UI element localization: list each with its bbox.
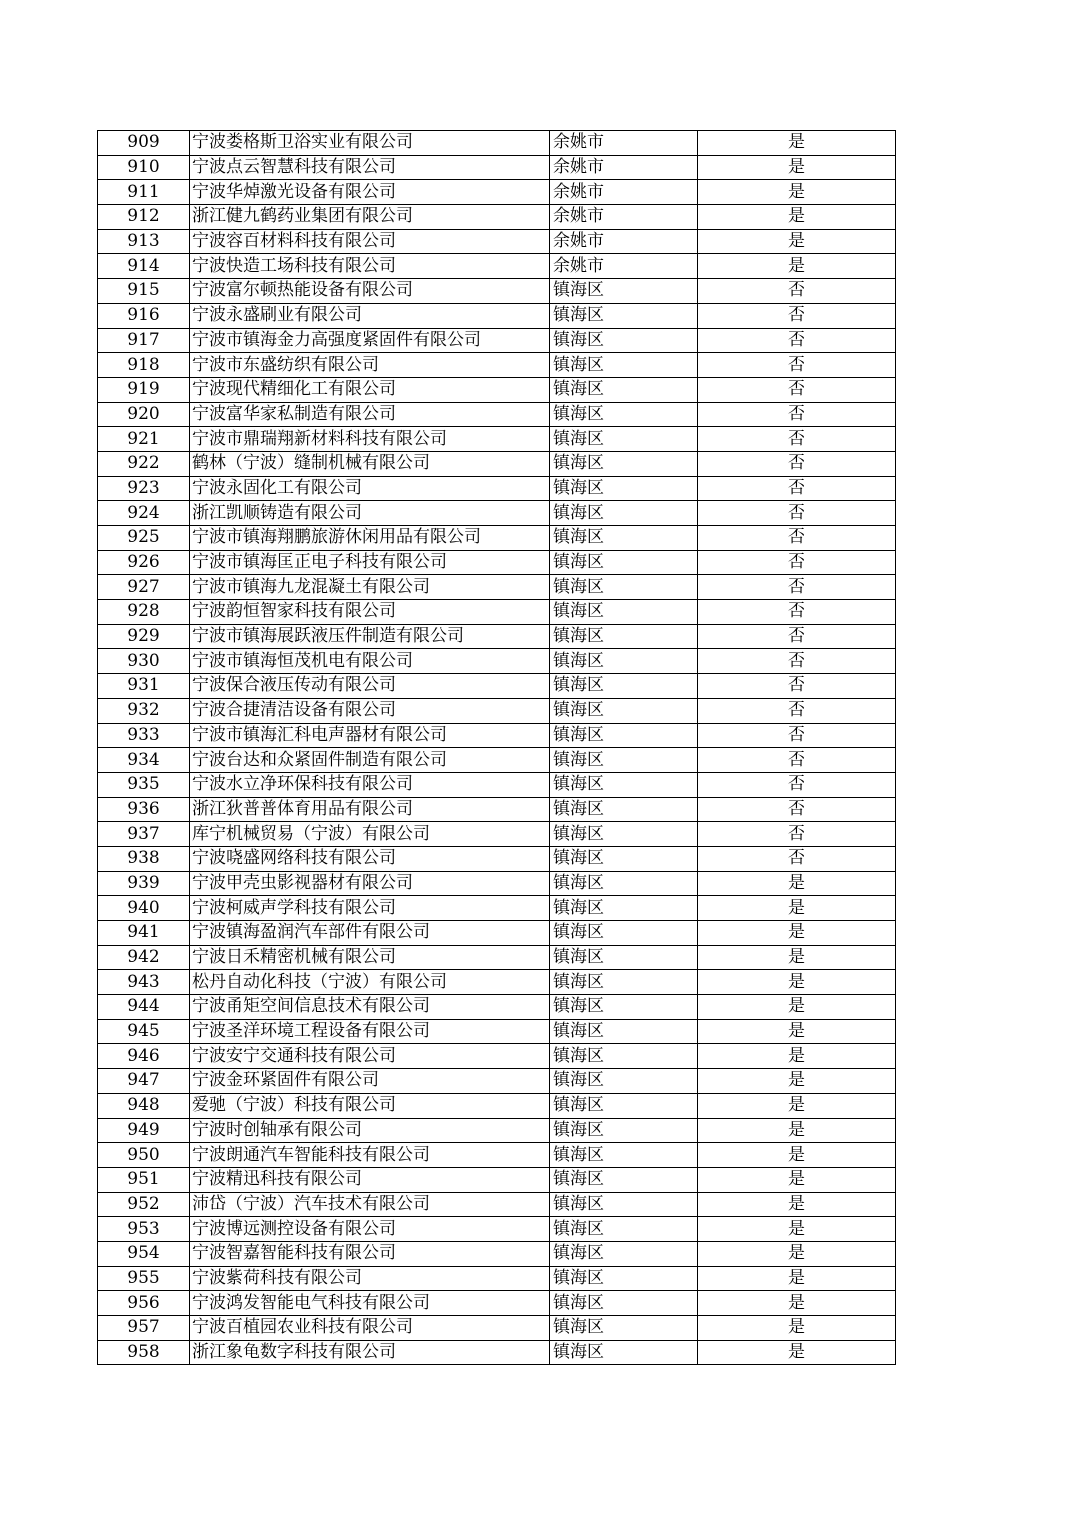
region-cell: 镇海区 (550, 427, 698, 452)
region-cell: 镇海区 (550, 674, 698, 699)
status-flag-cell: 是 (698, 1118, 896, 1143)
status-flag-cell: 是 (698, 896, 896, 921)
region-cell: 余姚市 (550, 180, 698, 205)
table-row (98, 1291, 896, 1316)
table-row (98, 1316, 896, 1341)
row-number-cell: 929 (98, 624, 190, 649)
table-row (98, 155, 896, 180)
region-cell: 镇海区 (550, 1019, 698, 1044)
row-number-cell: 918 (98, 353, 190, 378)
row-number-cell: 953 (98, 1217, 190, 1242)
company-name-cell: 宁波市东盛纺织有限公司 (190, 353, 550, 378)
row-number-cell: 934 (98, 748, 190, 773)
region-cell: 镇海区 (550, 846, 698, 871)
row-number-cell: 912 (98, 205, 190, 230)
status-flag-cell: 是 (698, 921, 896, 946)
row-number-cell: 919 (98, 377, 190, 402)
region-cell: 镇海区 (550, 1118, 698, 1143)
table-row (98, 377, 896, 402)
company-name-cell: 宁波富尔顿热能设备有限公司 (190, 279, 550, 304)
table-row (98, 772, 896, 797)
company-name-cell: 宁波韵恒智家科技有限公司 (190, 600, 550, 625)
status-flag-cell: 否 (698, 846, 896, 871)
status-flag-cell: 是 (698, 1340, 896, 1365)
company-name-cell: 宁波镇海盈润汽车部件有限公司 (190, 921, 550, 946)
table-row (98, 1340, 896, 1365)
row-number-cell: 958 (98, 1340, 190, 1365)
company-name-cell: 宁波永固化工有限公司 (190, 476, 550, 501)
row-number-cell: 951 (98, 1167, 190, 1192)
table-row (98, 1167, 896, 1192)
region-cell: 镇海区 (550, 1340, 698, 1365)
region-cell: 余姚市 (550, 155, 698, 180)
region-cell: 镇海区 (550, 1241, 698, 1266)
company-name-cell: 宁波时创轴承有限公司 (190, 1118, 550, 1143)
row-number-cell: 923 (98, 476, 190, 501)
row-number-cell: 933 (98, 723, 190, 748)
company-name-cell: 宁波娄格斯卫浴实业有限公司 (190, 131, 550, 156)
row-number-cell: 922 (98, 451, 190, 476)
company-name-cell: 宁波圣洋环境工程设备有限公司 (190, 1019, 550, 1044)
row-number-cell: 921 (98, 427, 190, 452)
status-flag-cell: 否 (698, 377, 896, 402)
row-number-cell: 928 (98, 600, 190, 625)
status-flag-cell: 否 (698, 797, 896, 822)
status-flag-cell: 是 (698, 1143, 896, 1168)
company-name-cell: 宁波保合液压传动有限公司 (190, 674, 550, 699)
row-number-cell: 915 (98, 279, 190, 304)
region-cell: 镇海区 (550, 822, 698, 847)
table-row (98, 1118, 896, 1143)
status-flag-cell: 否 (698, 723, 896, 748)
table-row (98, 822, 896, 847)
table-row (98, 748, 896, 773)
company-name-cell: 宁波安宁交通科技有限公司 (190, 1044, 550, 1069)
region-cell: 镇海区 (550, 575, 698, 600)
status-flag-cell: 否 (698, 402, 896, 427)
company-name-cell: 松丹自动化科技（宁波）有限公司 (190, 970, 550, 995)
status-flag-cell: 是 (698, 1069, 896, 1094)
row-number-cell: 926 (98, 550, 190, 575)
table-row (98, 1069, 896, 1094)
region-cell: 镇海区 (550, 328, 698, 353)
company-name-cell: 宁波智嘉智能科技有限公司 (190, 1241, 550, 1266)
company-name-cell: 宁波现代精细化工有限公司 (190, 377, 550, 402)
row-number-cell: 914 (98, 254, 190, 279)
region-cell: 镇海区 (550, 377, 698, 402)
company-name-cell: 浙江凯顺铸造有限公司 (190, 501, 550, 526)
company-name-cell: 宁波甬矩空间信息技术有限公司 (190, 995, 550, 1020)
row-number-cell: 916 (98, 303, 190, 328)
region-cell: 镇海区 (550, 1044, 698, 1069)
region-cell: 余姚市 (550, 131, 698, 156)
region-cell: 镇海区 (550, 1217, 698, 1242)
region-cell: 镇海区 (550, 649, 698, 674)
row-number-cell: 927 (98, 575, 190, 600)
status-flag-cell: 否 (698, 550, 896, 575)
region-cell: 镇海区 (550, 871, 698, 896)
region-cell: 镇海区 (550, 748, 698, 773)
region-cell: 镇海区 (550, 896, 698, 921)
region-cell: 镇海区 (550, 353, 698, 378)
row-number-cell: 954 (98, 1241, 190, 1266)
status-flag-cell: 是 (698, 1291, 896, 1316)
table-row (98, 451, 896, 476)
status-flag-cell: 是 (698, 1192, 896, 1217)
company-name-cell: 沛岱（宁波）汽车技术有限公司 (190, 1192, 550, 1217)
region-cell: 镇海区 (550, 279, 698, 304)
region-cell: 镇海区 (550, 451, 698, 476)
region-cell: 镇海区 (550, 550, 698, 575)
company-name-cell: 宁波永盛刷业有限公司 (190, 303, 550, 328)
table-row (98, 402, 896, 427)
table-row (98, 1143, 896, 1168)
table-row (98, 229, 896, 254)
status-flag-cell: 是 (698, 131, 896, 156)
table-row (98, 550, 896, 575)
table-row (98, 476, 896, 501)
table-row (98, 254, 896, 279)
table-row (98, 995, 896, 1020)
row-number-cell: 956 (98, 1291, 190, 1316)
table-row (98, 1192, 896, 1217)
company-name-cell: 宁波市镇海恒茂机电有限公司 (190, 649, 550, 674)
company-name-cell: 宁波市鼎瑞翔新材料科技有限公司 (190, 427, 550, 452)
region-cell: 镇海区 (550, 624, 698, 649)
status-flag-cell: 是 (698, 155, 896, 180)
row-number-cell: 935 (98, 772, 190, 797)
status-flag-cell: 是 (698, 970, 896, 995)
region-cell: 余姚市 (550, 254, 698, 279)
company-name-cell: 宁波精迅科技有限公司 (190, 1167, 550, 1192)
region-cell: 镇海区 (550, 1143, 698, 1168)
table-row (98, 649, 896, 674)
company-name-cell: 鹤林（宁波）缝制机械有限公司 (190, 451, 550, 476)
region-cell: 镇海区 (550, 402, 698, 427)
status-flag-cell: 是 (698, 180, 896, 205)
row-number-cell: 948 (98, 1093, 190, 1118)
status-flag-cell: 是 (698, 1316, 896, 1341)
row-number-cell: 940 (98, 896, 190, 921)
status-flag-cell: 否 (698, 451, 896, 476)
company-name-cell: 库宁机械贸易（宁波）有限公司 (190, 822, 550, 847)
row-number-cell: 950 (98, 1143, 190, 1168)
company-name-cell: 浙江象龟数字科技有限公司 (190, 1340, 550, 1365)
row-number-cell: 938 (98, 846, 190, 871)
company-name-cell: 浙江健九鹤药业集团有限公司 (190, 205, 550, 230)
table-row (98, 698, 896, 723)
region-cell: 镇海区 (550, 921, 698, 946)
region-cell: 镇海区 (550, 303, 698, 328)
status-flag-cell: 否 (698, 649, 896, 674)
region-cell: 镇海区 (550, 600, 698, 625)
table-row (98, 427, 896, 452)
status-flag-cell: 否 (698, 303, 896, 328)
status-flag-cell: 是 (698, 1167, 896, 1192)
status-flag-cell: 否 (698, 427, 896, 452)
row-number-cell: 931 (98, 674, 190, 699)
company-name-cell: 宁波鸿发智能电气科技有限公司 (190, 1291, 550, 1316)
region-cell: 镇海区 (550, 1167, 698, 1192)
company-name-cell: 宁波哓盛网络科技有限公司 (190, 846, 550, 871)
table-row (98, 501, 896, 526)
status-flag-cell: 否 (698, 501, 896, 526)
company-list-body (98, 131, 896, 1365)
status-flag-cell: 是 (698, 205, 896, 230)
status-flag-cell: 否 (698, 279, 896, 304)
table-row (98, 526, 896, 551)
company-name-cell: 宁波市镇海展跃液压件制造有限公司 (190, 624, 550, 649)
status-flag-cell: 否 (698, 748, 896, 773)
company-name-cell: 宁波容百材料科技有限公司 (190, 229, 550, 254)
row-number-cell: 949 (98, 1118, 190, 1143)
table-row (98, 1241, 896, 1266)
table-row (98, 1093, 896, 1118)
company-name-cell: 浙江狄普普体育用品有限公司 (190, 797, 550, 822)
status-flag-cell: 否 (698, 600, 896, 625)
row-number-cell: 932 (98, 698, 190, 723)
company-name-cell: 宁波台达和众紧固件制造有限公司 (190, 748, 550, 773)
row-number-cell: 925 (98, 526, 190, 551)
status-flag-cell: 是 (698, 1266, 896, 1291)
region-cell: 镇海区 (550, 772, 698, 797)
company-name-cell: 宁波朗通汽车智能科技有限公司 (190, 1143, 550, 1168)
row-number-cell: 937 (98, 822, 190, 847)
row-number-cell: 947 (98, 1069, 190, 1094)
status-flag-cell: 是 (698, 995, 896, 1020)
row-number-cell: 930 (98, 649, 190, 674)
company-name-cell: 宁波华焯激光设备有限公司 (190, 180, 550, 205)
table-row (98, 575, 896, 600)
table-row (98, 1217, 896, 1242)
table-row (98, 303, 896, 328)
table-row (98, 131, 896, 156)
row-number-cell: 910 (98, 155, 190, 180)
table-row (98, 624, 896, 649)
status-flag-cell: 是 (698, 1093, 896, 1118)
company-name-cell: 宁波市镇海匡正电子科技有限公司 (190, 550, 550, 575)
table-row (98, 921, 896, 946)
status-flag-cell: 是 (698, 1044, 896, 1069)
row-number-cell: 941 (98, 921, 190, 946)
company-name-cell: 宁波金环紧固件有限公司 (190, 1069, 550, 1094)
company-name-cell: 宁波水立净环保科技有限公司 (190, 772, 550, 797)
row-number-cell: 945 (98, 1019, 190, 1044)
region-cell: 镇海区 (550, 476, 698, 501)
status-flag-cell: 是 (698, 229, 896, 254)
status-flag-cell: 是 (698, 1241, 896, 1266)
company-name-cell: 宁波柯威声学科技有限公司 (190, 896, 550, 921)
status-flag-cell: 否 (698, 575, 896, 600)
region-cell: 镇海区 (550, 1291, 698, 1316)
company-list-table (97, 130, 896, 1365)
table-row (98, 1044, 896, 1069)
region-cell: 镇海区 (550, 723, 698, 748)
row-number-cell: 924 (98, 501, 190, 526)
table-row (98, 970, 896, 995)
status-flag-cell: 否 (698, 698, 896, 723)
status-flag-cell: 否 (698, 624, 896, 649)
company-name-cell: 宁波点云智慧科技有限公司 (190, 155, 550, 180)
region-cell: 镇海区 (550, 970, 698, 995)
table-row (98, 896, 896, 921)
region-cell: 镇海区 (550, 1093, 698, 1118)
row-number-cell: 913 (98, 229, 190, 254)
region-cell: 余姚市 (550, 205, 698, 230)
status-flag-cell: 是 (698, 871, 896, 896)
table-row (98, 945, 896, 970)
row-number-cell: 939 (98, 871, 190, 896)
company-name-cell: 宁波紫荷科技有限公司 (190, 1266, 550, 1291)
row-number-cell: 943 (98, 970, 190, 995)
table-row (98, 1266, 896, 1291)
status-flag-cell: 否 (698, 476, 896, 501)
row-number-cell: 936 (98, 797, 190, 822)
company-name-cell: 宁波博远测控设备有限公司 (190, 1217, 550, 1242)
table-row (98, 205, 896, 230)
region-cell: 镇海区 (550, 526, 698, 551)
company-name-cell: 宁波市镇海金力高强度紧固件有限公司 (190, 328, 550, 353)
status-flag-cell: 是 (698, 1217, 896, 1242)
region-cell: 镇海区 (550, 1266, 698, 1291)
status-flag-cell: 否 (698, 353, 896, 378)
table-row (98, 723, 896, 748)
region-cell: 镇海区 (550, 945, 698, 970)
company-name-cell: 宁波富华家私制造有限公司 (190, 402, 550, 427)
status-flag-cell: 是 (698, 1019, 896, 1044)
table-row (98, 1019, 896, 1044)
row-number-cell: 946 (98, 1044, 190, 1069)
table-row (98, 279, 896, 304)
row-number-cell: 917 (98, 328, 190, 353)
region-cell: 镇海区 (550, 698, 698, 723)
company-name-cell: 宁波快造工场科技有限公司 (190, 254, 550, 279)
company-name-cell: 宁波市镇海九龙混凝土有限公司 (190, 575, 550, 600)
row-number-cell: 944 (98, 995, 190, 1020)
table-row (98, 353, 896, 378)
company-name-cell: 宁波市镇海汇科电声器材有限公司 (190, 723, 550, 748)
region-cell: 镇海区 (550, 501, 698, 526)
row-number-cell: 920 (98, 402, 190, 427)
row-number-cell: 955 (98, 1266, 190, 1291)
row-number-cell: 911 (98, 180, 190, 205)
status-flag-cell: 是 (698, 945, 896, 970)
region-cell: 余姚市 (550, 229, 698, 254)
company-name-cell: 宁波合捷清洁设备有限公司 (190, 698, 550, 723)
region-cell: 镇海区 (550, 1069, 698, 1094)
status-flag-cell: 是 (698, 254, 896, 279)
status-flag-cell: 否 (698, 674, 896, 699)
region-cell: 镇海区 (550, 797, 698, 822)
status-flag-cell: 否 (698, 328, 896, 353)
company-name-cell: 宁波甲壳虫影视器材有限公司 (190, 871, 550, 896)
company-name-cell: 宁波百植园农业科技有限公司 (190, 1316, 550, 1341)
table-row (98, 180, 896, 205)
row-number-cell: 909 (98, 131, 190, 156)
table-row (98, 328, 896, 353)
row-number-cell: 942 (98, 945, 190, 970)
table-row (98, 871, 896, 896)
row-number-cell: 952 (98, 1192, 190, 1217)
company-name-cell: 宁波日禾精密机械有限公司 (190, 945, 550, 970)
status-flag-cell: 否 (698, 772, 896, 797)
table-row (98, 846, 896, 871)
status-flag-cell: 否 (698, 526, 896, 551)
table-row (98, 674, 896, 699)
region-cell: 镇海区 (550, 995, 698, 1020)
status-flag-cell: 否 (698, 822, 896, 847)
company-name-cell: 宁波市镇海翔鹏旅游休闲用品有限公司 (190, 526, 550, 551)
table-row (98, 797, 896, 822)
row-number-cell: 957 (98, 1316, 190, 1341)
region-cell: 镇海区 (550, 1192, 698, 1217)
company-name-cell: 爱驰（宁波）科技有限公司 (190, 1093, 550, 1118)
region-cell: 镇海区 (550, 1316, 698, 1341)
table-row (98, 600, 896, 625)
